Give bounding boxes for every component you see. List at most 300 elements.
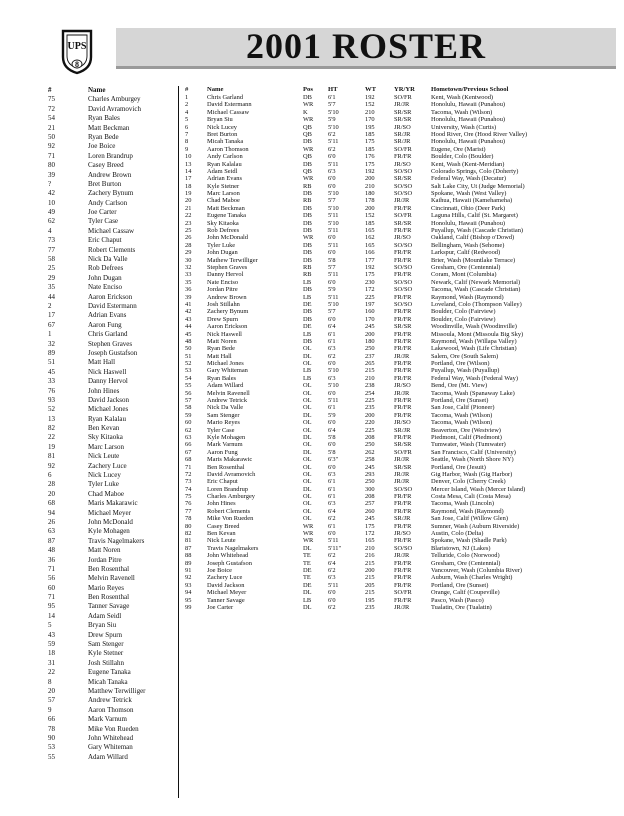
player-year: FR/FR [394,315,412,323]
player-weight: 185 [365,219,375,227]
player-weight: 293 [365,470,375,478]
player-year: SO/FR [394,589,412,597]
player-hometown: Loveland, Colo (Thompson Valley) [431,300,522,308]
player-position: OL [303,389,312,397]
player-height: 5'7 [328,263,336,271]
player-position: OL [303,360,312,368]
player-hometown: Spokane, Wash (Shadle Park) [431,537,507,545]
player-weight: 215 [365,559,375,567]
player-number: 26 [185,234,192,242]
alpha-list-row [48,255,168,264]
ups-logo [60,27,94,75]
player-hometown: Bend, Ore (Mt. View) [431,382,488,390]
alpha-player-number: 19 [48,442,55,451]
alpha-list-row [48,124,168,133]
player-year: FR/FR [394,404,412,412]
player-position: DL [303,433,312,441]
alpha-player-name: Ryan Bede [88,132,119,141]
alpha-player-name: Andrew Brown [88,170,132,179]
player-position: DB [303,160,312,168]
player-name: Kyle Stetner [207,182,240,190]
roster-row [185,227,605,234]
roster-row [185,508,605,515]
player-number: 41 [185,300,192,308]
roster-row [185,131,605,138]
player-number: 50 [185,345,192,353]
player-weight: 254 [365,389,375,397]
player-weight: 235 [365,404,375,412]
player-year: FR/FR [394,374,412,382]
player-name: Casey Breed [207,522,240,530]
player-position: DE [303,581,312,589]
alpha-player-name: Aaron Erickson [88,292,133,301]
player-number: 63 [185,433,192,441]
player-name: Aaron Fung [207,448,238,456]
roster-row [185,249,605,256]
player-position: OL [303,404,312,412]
player-position: OL [303,441,312,449]
player-year: SR/SR [394,441,412,449]
alpha-list-row [48,405,168,414]
player-year: FR/FR [394,204,412,212]
player-position: OL [303,507,312,515]
number-header: # [185,86,189,93]
alpha-player-name: Joe Boice [88,142,116,151]
alpha-player-name: Nick Haswell [88,367,127,376]
player-position: QB [303,130,312,138]
alpha-player-number: 45 [48,367,55,376]
alpha-player-name: Melvin Ravenell [88,574,135,583]
alpha-list-row [48,537,168,546]
player-weight: 250 [365,478,375,486]
alpha-list-row [48,208,168,217]
player-year: FR/FR [394,256,412,264]
player-height: 6'3 [328,345,336,353]
player-name: Andrew Brown [207,293,247,301]
alpha-player-name: Aaron Fung [88,320,122,329]
player-year: FR/FR [394,397,412,405]
player-number: 67 [185,448,192,456]
alpha-player-number: 5 [48,621,52,630]
player-name: Nick Haswell [207,330,242,338]
alpha-player-name: Adrian Evans [88,311,127,320]
player-number: 54 [185,374,192,382]
player-number: 2 [185,101,189,109]
player-year: SR/SR [394,463,412,471]
player-weight: 262 [365,448,375,456]
player-position: QB [303,153,312,161]
roster-row [185,161,605,168]
player-hometown: Portland, Ore (Sunset) [431,581,489,589]
player-number: 59 [185,411,192,419]
roster-row [185,582,605,589]
roster-row [185,94,605,101]
player-weight: 215 [365,574,375,582]
player-hometown: Tacoma, Wash (Cascade Christian) [431,286,521,294]
player-weight: 205 [365,581,375,589]
alphabetical-list [48,86,168,762]
player-position: WR [303,537,314,545]
player-position: LB [303,278,312,286]
player-hometown: Gresham, Ore (Centennial) [431,263,501,271]
alpha-list-row [48,621,168,630]
player-weight: 200 [365,204,375,212]
player-position: OL [303,463,312,471]
alpha-list-row [48,424,168,433]
player-position: DB [303,94,312,101]
alpha-list-row [48,274,168,283]
player-height: 5'10 [328,300,339,308]
player-number: 80 [185,522,192,530]
player-weight: 250 [365,441,375,449]
alpha-player-number: 21 [48,123,55,132]
player-height: 6'4 [328,507,336,515]
player-name: Aaron Erickson [207,323,248,331]
player-number: 62 [185,426,192,434]
player-position: DB [303,286,312,294]
roster-row [185,449,605,456]
player-weight: 175 [365,271,375,279]
alpha-list-row [48,189,168,198]
player-weight: 180 [365,190,375,198]
player-year: SO/FR [394,145,412,153]
alpha-list-row [48,133,168,142]
alpha-player-name: Joseph Gustafson [88,348,138,357]
player-year: JR/SO [394,234,411,242]
player-hometown: Portland, Ore (Sunset) [431,397,489,405]
player-position: DB [303,219,312,227]
roster-row [185,567,605,574]
player-height: 6'3 [328,374,336,382]
player-height: 6'4 [328,426,336,434]
column-divider [178,86,179,798]
player-year: FR/FR [394,345,412,353]
alpha-list-row [48,649,168,658]
player-weight: 172 [365,530,375,538]
roster-row [185,456,605,463]
player-position: WR [303,145,314,153]
player-position: OL [303,493,312,501]
alpha-player-name: Michael Meyer [88,508,131,517]
player-number: 7 [185,130,189,138]
player-number: 32 [185,263,192,271]
player-weight: 220 [365,419,375,427]
alpha-player-number: 43 [48,630,55,639]
player-position: DE [303,567,312,574]
alpha-player-name: Charles Amburgey [88,95,141,104]
player-weight: 210 [365,544,375,552]
player-number: 99 [185,603,192,611]
player-position: DE [303,300,312,308]
alpha-player-number: 68 [48,499,55,508]
player-position: DL [303,411,312,419]
player-name: Aaron Thomson [207,145,249,153]
alpha-player-number: 32 [48,339,55,348]
alpha-list-row [48,725,168,734]
player-hometown: Seattle, Wash (North Shore NY) [431,456,514,464]
player-number: 44 [185,323,192,331]
alpha-list-row [48,565,168,574]
player-name: Danny Hervol [207,271,244,279]
alpha-player-number: 60 [48,583,55,592]
player-year: FR/FR [394,581,412,589]
player-position: DL [303,589,312,597]
roster-row [185,500,605,507]
player-weight: 166 [365,249,375,257]
player-height: 6'0 [328,249,336,257]
roster-row [185,523,605,530]
alpha-list-row [48,490,168,499]
player-name: David Estermann [207,101,252,109]
player-year: JR/JR [394,101,410,109]
player-number: 19 [185,190,192,198]
player-name: David Jackson [207,581,245,589]
player-weight: 180 [365,337,375,345]
alpha-list-row [48,302,168,311]
player-weight: 257 [365,500,375,508]
roster-row [185,271,605,278]
player-height: 5'11 [328,293,339,301]
player-weight: 160 [365,308,375,316]
player-name: John Hines [207,500,236,508]
player-name: Mark Varnum [207,441,243,449]
title-banner [116,28,616,69]
roster-row [185,205,605,212]
alpha-player-name: Chris Garland [88,330,128,339]
roster-row [185,146,605,153]
player-year: SR/SR [394,175,412,183]
player-number: 94 [185,589,192,597]
player-name: Eric Chaput [207,478,238,486]
player-weight: 238 [365,382,375,390]
player-number: 76 [185,500,192,508]
player-position: OL [303,500,312,508]
player-year: JR/JR [394,352,410,360]
player-position: LB [303,367,312,375]
alpha-player-name: Ben Rosenthal [88,564,130,573]
player-name: Melvin Ravenell [207,389,250,397]
alpha-player-number: 50 [48,132,55,141]
alpha-player-name: Marc Larson [88,442,124,451]
player-name: Marc Larson [207,190,240,198]
player-hometown: Tacoma, Wash (Spanaway Lake) [431,389,515,397]
player-number: 22 [185,212,192,220]
player-weight: 200 [365,567,375,574]
roster-row [185,234,605,241]
player-height: 6'3" [328,456,339,464]
alpha-player-name: David Estermann [88,301,137,310]
player-hometown: San Jose, Calif (Willow Glen) [431,515,508,523]
roster-row [185,545,605,552]
player-number: 39 [185,293,192,301]
alpha-player-name: Maris Makarawic [88,499,138,508]
alpha-player-number: 93 [48,395,55,404]
player-name: Matt Hall [207,352,232,360]
player-number: 53 [185,367,192,375]
player-number: 78 [185,515,192,523]
roster-row [185,427,605,434]
player-year: FR/FR [394,308,412,316]
alpha-list-row [48,330,168,339]
alpha-list-row [48,753,168,762]
player-name: Zachery Luce [207,574,243,582]
player-year: FR/FR [394,153,412,161]
roster-row [185,537,605,544]
alpha-player-name: Ben Kevan [88,424,120,433]
alpha-list-row [48,246,168,255]
player-year: FR/FR [394,360,412,368]
player-weight: 235 [365,603,375,611]
roster-row [185,382,605,389]
alpha-player-number: 89 [48,348,55,357]
alpha-player-name: Zachery Luce [88,461,127,470]
player-number: 5 [185,116,189,124]
player-name: Joseph Gustafson [207,559,252,567]
player-number: 1 [185,94,189,101]
alpha-player-name: Eric Chaput [88,236,122,245]
alpha-player-number: 92 [48,142,55,151]
player-position: LB [303,330,312,338]
player-height: 5'7 [328,197,336,205]
player-year: SR/SR [394,116,412,124]
player-name: John Dugan [207,249,238,257]
player-hometown: San Francisco, Calif (University) [431,448,516,456]
player-hometown: Puyallup, Wash (Cascade Christian) [431,227,524,235]
player-year: FR/FR [394,596,412,604]
player-height: 5'7 [328,308,336,316]
player-hometown: Honolulu, Hawaii (Punahou) [431,219,506,227]
alpha-list-row [48,462,168,471]
player-height: 6'1 [328,478,336,486]
alpha-list-row [48,415,168,424]
player-hometown: Telluride, Colo (Norwood) [431,552,500,560]
alpha-list-row [48,142,168,151]
player-year: JR/SO [394,160,411,168]
player-weight: 225 [365,293,375,301]
player-position: TE [303,552,311,560]
player-height: 5'9 [328,286,336,294]
alpha-player-number: 35 [48,283,55,292]
player-weight: 210 [365,374,375,382]
player-hometown: Tacoma, Wash (Wilson) [431,108,493,116]
alpha-player-name: Nick Leute [88,452,120,461]
alpha-list-row [48,311,168,320]
alpha-player-number: 14 [48,611,55,620]
player-position: QB [303,123,312,131]
player-position: DB [303,241,312,249]
alpha-player-name: Sky Kitaoka [88,433,123,442]
player-height: 6'0 [328,463,336,471]
alpha-player-name: John McDonald [88,517,133,526]
alpha-player-number: 20 [48,687,55,695]
alpha-list-row [48,696,168,705]
player-weight: 185 [365,130,375,138]
player-name: Bryan Siu [207,116,233,124]
player-year: FR/FR [394,271,412,279]
roster-row [185,331,605,338]
player-name: Adrian Evans [207,175,242,183]
player-position: DL [303,485,312,493]
player-hometown: Puyallup, Wash (Puyallup) [431,367,500,375]
player-number: 20 [185,197,192,205]
roster-row [185,257,605,264]
alpha-player-name: Danny Hervol [88,377,128,386]
alpha-list-row [48,687,168,696]
alpha-list-row [48,706,168,715]
position-header: Pos [303,86,313,93]
alpha-player-number: 49 [48,208,55,217]
alpha-player-number: 17 [48,311,55,320]
player-position: DB [303,227,312,235]
player-number: 95 [185,596,192,604]
player-year: FR/FR [394,411,412,419]
alpha-player-number: 62 [48,217,55,226]
alpha-player-name: Andrew Tetrick [88,696,132,705]
player-year: SO/SO [394,286,413,294]
player-name: Ryan Kalalau [207,160,242,168]
player-number: 21 [185,204,192,212]
roster-row [185,294,605,301]
player-position: DB [303,249,312,257]
roster-header [185,86,605,94]
player-height: 5'10 [328,123,339,131]
player-height: 5'11 [328,212,339,220]
player-number: 73 [185,478,192,486]
roster-row [185,360,605,367]
player-position: DL [303,448,312,456]
player-position: DB [303,204,312,212]
alpha-list-row [48,321,168,330]
alpha-player-name: Tyler Case [88,217,119,226]
player-height: 5'11 [328,271,339,279]
player-number: 43 [185,315,192,323]
player-height: 5'11 [328,241,339,249]
alpha-player-number: 72 [48,104,55,113]
player-weight: 245 [365,515,375,523]
player-name: Stephen Graves [207,263,248,271]
player-number: 30 [185,256,192,264]
player-name: Joe Carter [207,603,234,611]
player-number: 92 [185,574,192,582]
player-year: JR/SO [394,123,411,131]
alpha-list-row [48,152,168,161]
player-weight: 258 [365,456,375,464]
player-year: JR/SO [394,419,411,427]
player-weight: 175 [365,522,375,530]
alpha-list-row [48,227,168,236]
alpha-player-name: Loren Brandrup [88,151,133,160]
player-height: 6'2 [328,130,336,138]
alpha-player-number: 8 [48,677,52,686]
roster-row [185,308,605,315]
alpha-player-number: 2 [48,301,52,310]
player-year: JR/JR [394,478,410,486]
player-hometown: Costa Mesa, Cali (Costa Mesa) [431,493,511,501]
player-position: TE [303,574,311,582]
player-name: Mike Von Rueden [207,515,254,523]
player-hometown: University, Wash (Curtis) [431,123,497,131]
player-hometown: Raymond, Wash (Raymond) [431,293,504,301]
alpha-player-name: Tyler Luke [88,480,119,489]
player-name: Tyler Case [207,426,235,434]
player-name: Joe Boice [207,567,233,574]
player-year: SO/SO [394,544,413,552]
player-height: 5'11 [328,160,339,168]
roster-row [185,220,605,227]
alpha-player-number: 94 [48,508,55,517]
alpha-list-row [48,180,168,189]
player-height: 5'11 [328,397,339,405]
